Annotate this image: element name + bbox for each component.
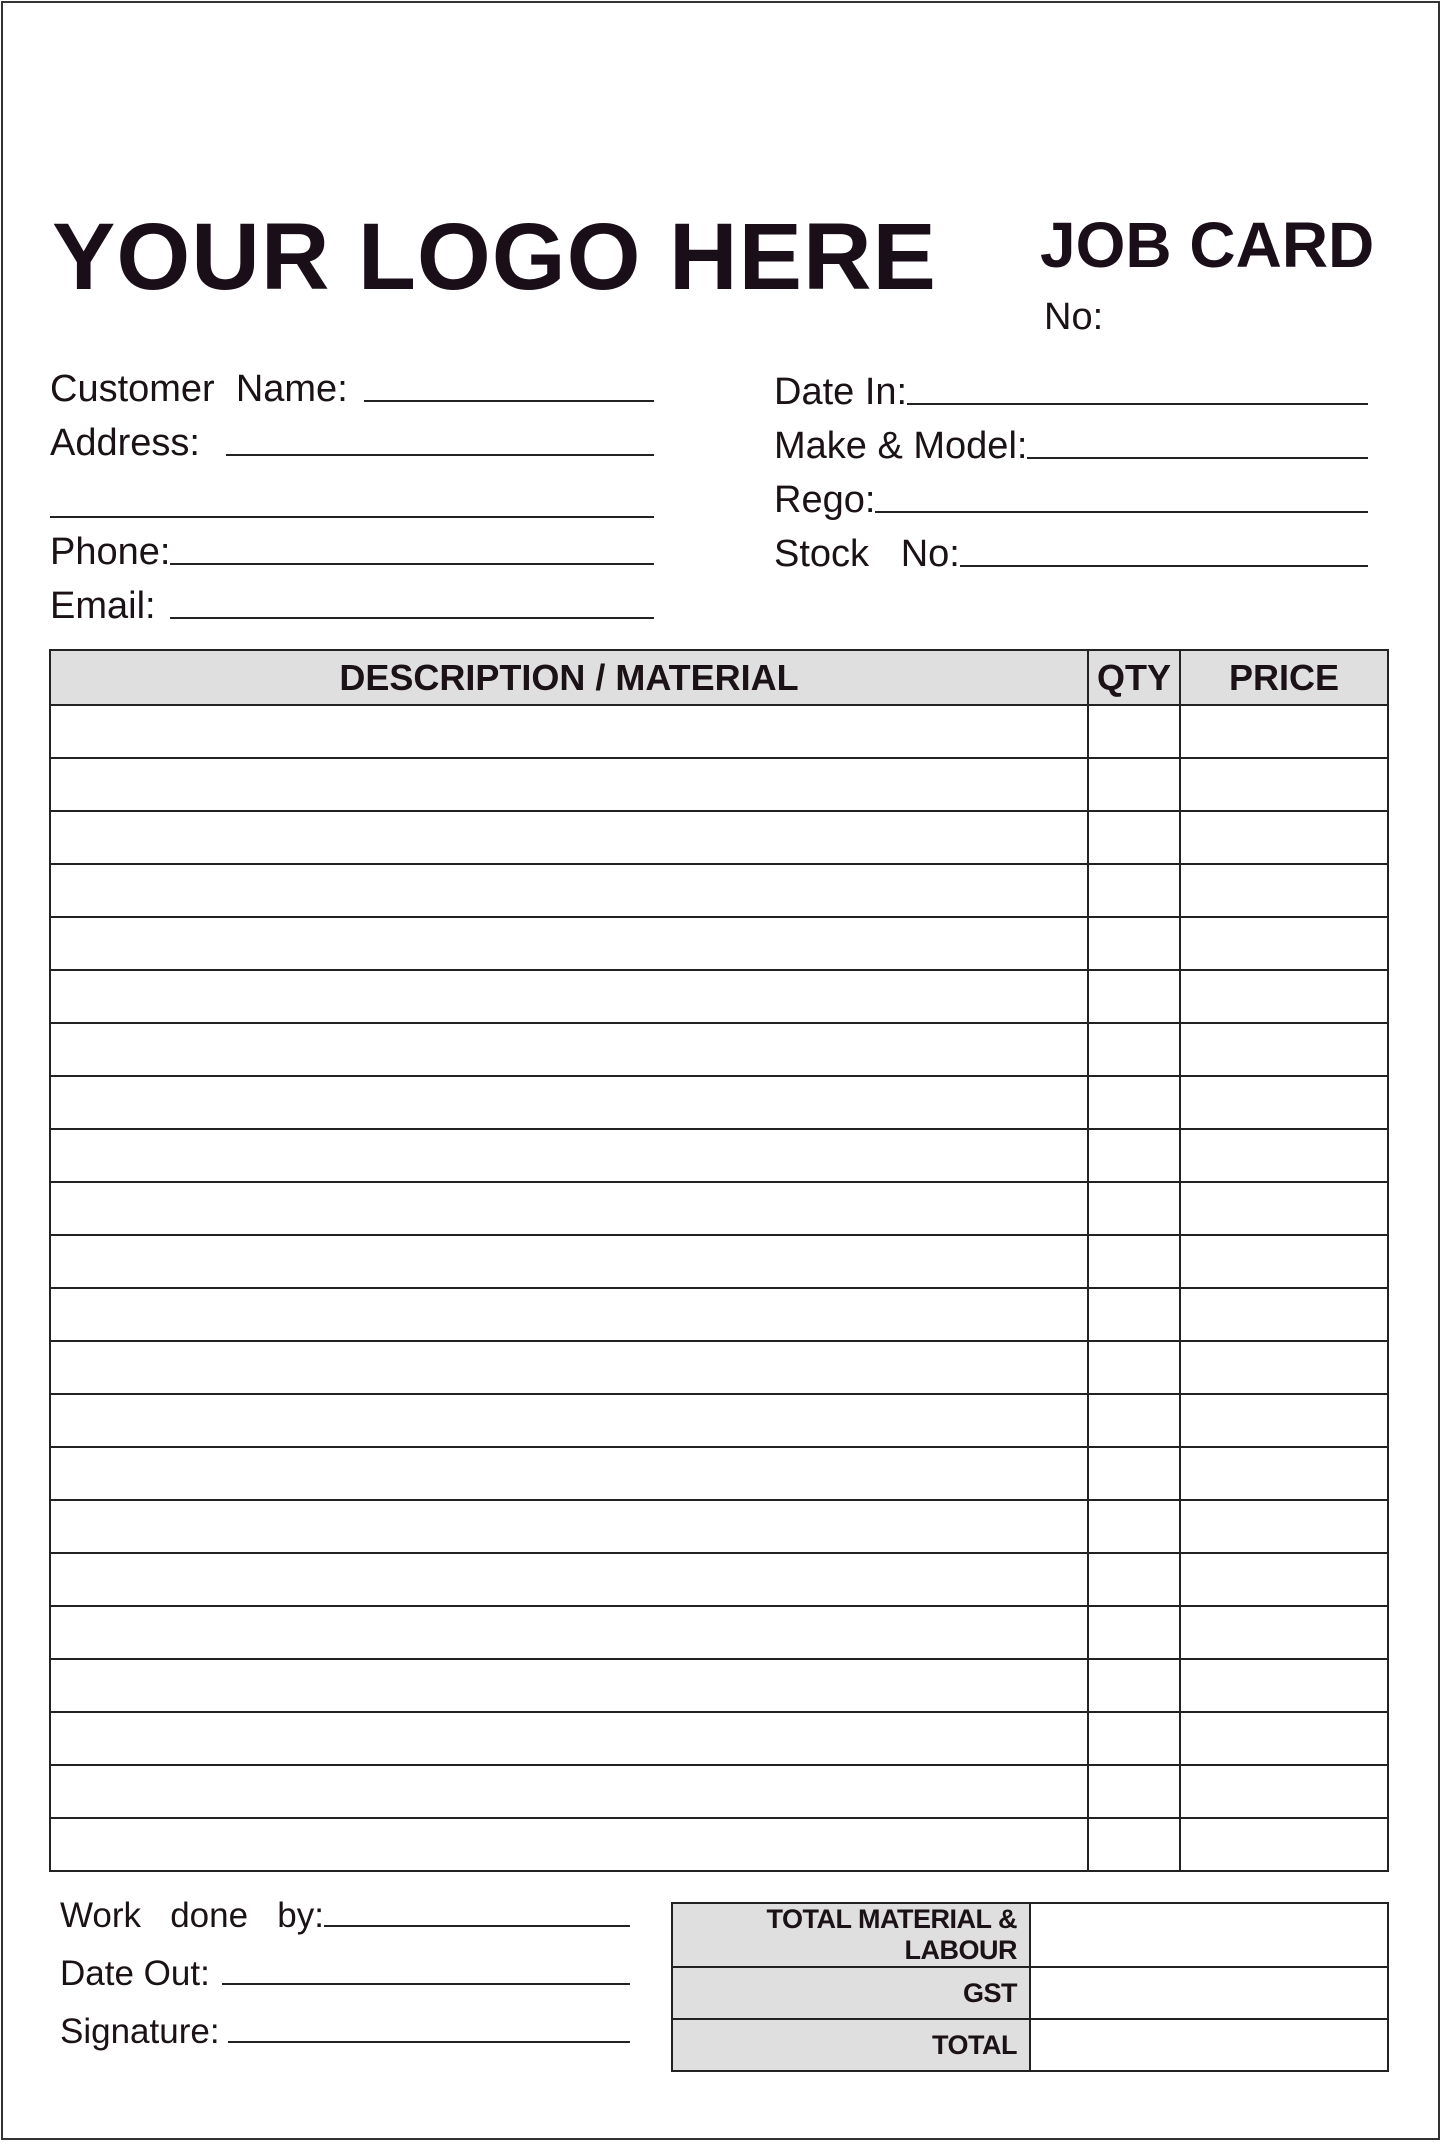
total-material-labour-value[interactable] — [1030, 1903, 1388, 1967]
price-cell[interactable] — [1180, 1076, 1388, 1129]
table-row — [50, 1341, 1388, 1394]
table-row — [50, 1182, 1388, 1235]
phone-field[interactable] — [50, 533, 654, 571]
qty-cell[interactable] — [1088, 1341, 1180, 1394]
price-cell[interactable] — [1180, 1765, 1388, 1818]
price-cell[interactable] — [1180, 1659, 1388, 1712]
table-row — [50, 1129, 1388, 1182]
table-row — [50, 1606, 1388, 1659]
table-row — [50, 811, 1388, 864]
table-row — [50, 1288, 1388, 1341]
table-row — [50, 970, 1388, 1023]
qty-cell[interactable] — [1088, 1235, 1180, 1288]
qty-cell[interactable] — [1088, 1606, 1180, 1659]
qty-cell[interactable] — [1088, 1076, 1180, 1129]
qty-cell[interactable] — [1088, 1182, 1180, 1235]
price-cell[interactable] — [1180, 1712, 1388, 1765]
address-line-1[interactable] — [226, 453, 654, 456]
rego-label: Rego: — [774, 479, 876, 521]
qty-cell[interactable] — [1088, 864, 1180, 917]
price-cell[interactable] — [1180, 1553, 1388, 1606]
qty-cell[interactable] — [1088, 1659, 1180, 1712]
table-row — [50, 1447, 1388, 1500]
date-in-field[interactable] — [774, 373, 1368, 411]
table-row — [50, 864, 1388, 917]
email-field[interactable] — [50, 587, 654, 625]
table-row — [50, 917, 1388, 970]
description-cell[interactable] — [50, 1394, 1088, 1447]
total-value[interactable] — [1030, 2019, 1388, 2071]
qty-cell[interactable] — [1088, 1288, 1180, 1341]
job-number-label: No: — [1044, 296, 1104, 338]
date-in-label: Date In: — [774, 371, 908, 413]
price-cell[interactable] — [1180, 705, 1388, 758]
date-out-line[interactable] — [222, 1982, 630, 1985]
gst-value[interactable] — [1030, 1967, 1388, 2019]
description-cell[interactable] — [50, 758, 1088, 811]
make-model-field[interactable] — [774, 427, 1368, 465]
description-cell[interactable] — [50, 917, 1088, 970]
description-cell[interactable] — [50, 1288, 1088, 1341]
price-cell[interactable] — [1180, 1447, 1388, 1500]
qty-cell[interactable] — [1088, 1712, 1180, 1765]
description-cell[interactable] — [50, 1553, 1088, 1606]
description-cell[interactable] — [50, 1235, 1088, 1288]
qty-cell[interactable] — [1088, 705, 1180, 758]
description-cell[interactable] — [50, 1076, 1088, 1129]
description-cell[interactable] — [50, 1712, 1088, 1765]
description-cell[interactable] — [50, 1447, 1088, 1500]
qty-cell[interactable] — [1088, 1447, 1180, 1500]
description-cell[interactable] — [50, 1341, 1088, 1394]
email-label: Email: — [50, 585, 156, 627]
description-cell[interactable] — [50, 970, 1088, 1023]
work-done-by-label: Work done by: — [60, 1896, 324, 1935]
table-row — [50, 1553, 1388, 1606]
items-header-row — [50, 650, 1388, 705]
address-label: Address: — [50, 422, 200, 464]
totals-row-gst — [672, 1967, 1388, 2019]
address-field[interactable] — [50, 424, 654, 462]
column-header-qty: QTY — [1088, 650, 1180, 705]
qty-cell[interactable] — [1088, 1553, 1180, 1606]
work-done-by-line[interactable] — [324, 1924, 630, 1927]
description-cell[interactable] — [50, 705, 1088, 758]
signature-label: Signature: — [60, 2012, 220, 2051]
price-cell[interactable] — [1180, 1341, 1388, 1394]
qty-cell[interactable] — [1088, 758, 1180, 811]
description-cell[interactable] — [50, 1606, 1088, 1659]
description-cell[interactable] — [50, 1500, 1088, 1553]
column-header-price: PRICE — [1180, 650, 1388, 705]
rego-line[interactable] — [875, 510, 1368, 513]
gst-label: GST — [672, 1967, 1030, 2019]
table-row — [50, 1659, 1388, 1712]
table-row — [50, 1023, 1388, 1076]
price-cell[interactable] — [1180, 811, 1388, 864]
items-table — [49, 649, 1389, 1872]
qty-cell[interactable] — [1088, 970, 1180, 1023]
date-out-field[interactable] — [60, 1956, 630, 1991]
stock-no-line[interactable] — [960, 564, 1368, 567]
date-out-label: Date Out: — [60, 1954, 210, 1993]
description-cell[interactable] — [50, 1023, 1088, 1076]
qty-cell[interactable] — [1088, 1500, 1180, 1553]
price-cell[interactable] — [1180, 1235, 1388, 1288]
table-row — [50, 1235, 1388, 1288]
rego-field[interactable] — [774, 481, 1368, 519]
price-cell[interactable] — [1180, 1606, 1388, 1659]
totals-row-material-labour — [672, 1903, 1388, 1967]
table-row — [50, 1818, 1388, 1871]
customer-name-line[interactable] — [364, 399, 654, 402]
totals-table — [671, 1902, 1389, 2072]
work-done-by-field[interactable] — [60, 1898, 630, 1933]
table-row — [50, 758, 1388, 811]
address-line-2[interactable] — [50, 516, 654, 518]
description-cell[interactable] — [50, 1659, 1088, 1712]
description-cell[interactable] — [50, 1129, 1088, 1182]
table-row — [50, 1394, 1388, 1447]
qty-cell[interactable] — [1088, 1765, 1180, 1818]
qty-cell[interactable] — [1088, 917, 1180, 970]
customer-name-field[interactable] — [50, 370, 654, 408]
table-row — [50, 1500, 1388, 1553]
signature-field[interactable] — [60, 2014, 630, 2049]
price-cell[interactable] — [1180, 1182, 1388, 1235]
price-cell[interactable] — [1180, 1288, 1388, 1341]
stock-no-field[interactable] — [774, 535, 1368, 573]
price-cell[interactable] — [1180, 1129, 1388, 1182]
column-header-description: DESCRIPTION / MATERIAL — [50, 650, 1088, 705]
qty-cell[interactable] — [1088, 1394, 1180, 1447]
qty-cell[interactable] — [1088, 1023, 1180, 1076]
customer-name-label: Customer Name: — [50, 368, 348, 410]
qty-cell[interactable] — [1088, 1818, 1180, 1871]
description-cell[interactable] — [50, 864, 1088, 917]
table-row — [50, 1076, 1388, 1129]
phone-label: Phone: — [50, 531, 171, 573]
date-in-line[interactable] — [907, 402, 1368, 405]
price-cell[interactable] — [1180, 970, 1388, 1023]
items-body — [50, 705, 1388, 1871]
price-cell[interactable] — [1180, 1394, 1388, 1447]
logo-placeholder: YOUR LOGO HERE — [52, 204, 937, 310]
signature-line[interactable] — [228, 2040, 630, 2043]
price-cell[interactable] — [1180, 1500, 1388, 1553]
email-line[interactable] — [170, 616, 654, 619]
description-cell[interactable] — [50, 811, 1088, 864]
total-label: TOTAL — [672, 2019, 1030, 2071]
stock-no-label: Stock No: — [774, 533, 960, 575]
table-row — [50, 1712, 1388, 1765]
table-row — [50, 705, 1388, 758]
total-material-labour-label: TOTAL MATERIAL & LABOUR — [672, 1903, 1030, 1967]
qty-cell[interactable] — [1088, 1129, 1180, 1182]
price-cell[interactable] — [1180, 917, 1388, 970]
description-cell[interactable] — [50, 1182, 1088, 1235]
totals-row-total — [672, 2019, 1388, 2071]
phone-line[interactable] — [170, 562, 654, 565]
description-cell[interactable] — [50, 1818, 1088, 1871]
qty-cell[interactable] — [1088, 811, 1180, 864]
price-cell[interactable] — [1180, 1818, 1388, 1871]
make-model-label: Make & Model: — [774, 425, 1028, 467]
price-cell[interactable] — [1180, 864, 1388, 917]
document-title: JOB CARD — [1040, 209, 1375, 281]
table-row — [50, 1765, 1388, 1818]
price-cell[interactable] — [1180, 758, 1388, 811]
description-cell[interactable] — [50, 1765, 1088, 1818]
price-cell[interactable] — [1180, 1023, 1388, 1076]
make-model-line[interactable] — [1027, 456, 1368, 459]
